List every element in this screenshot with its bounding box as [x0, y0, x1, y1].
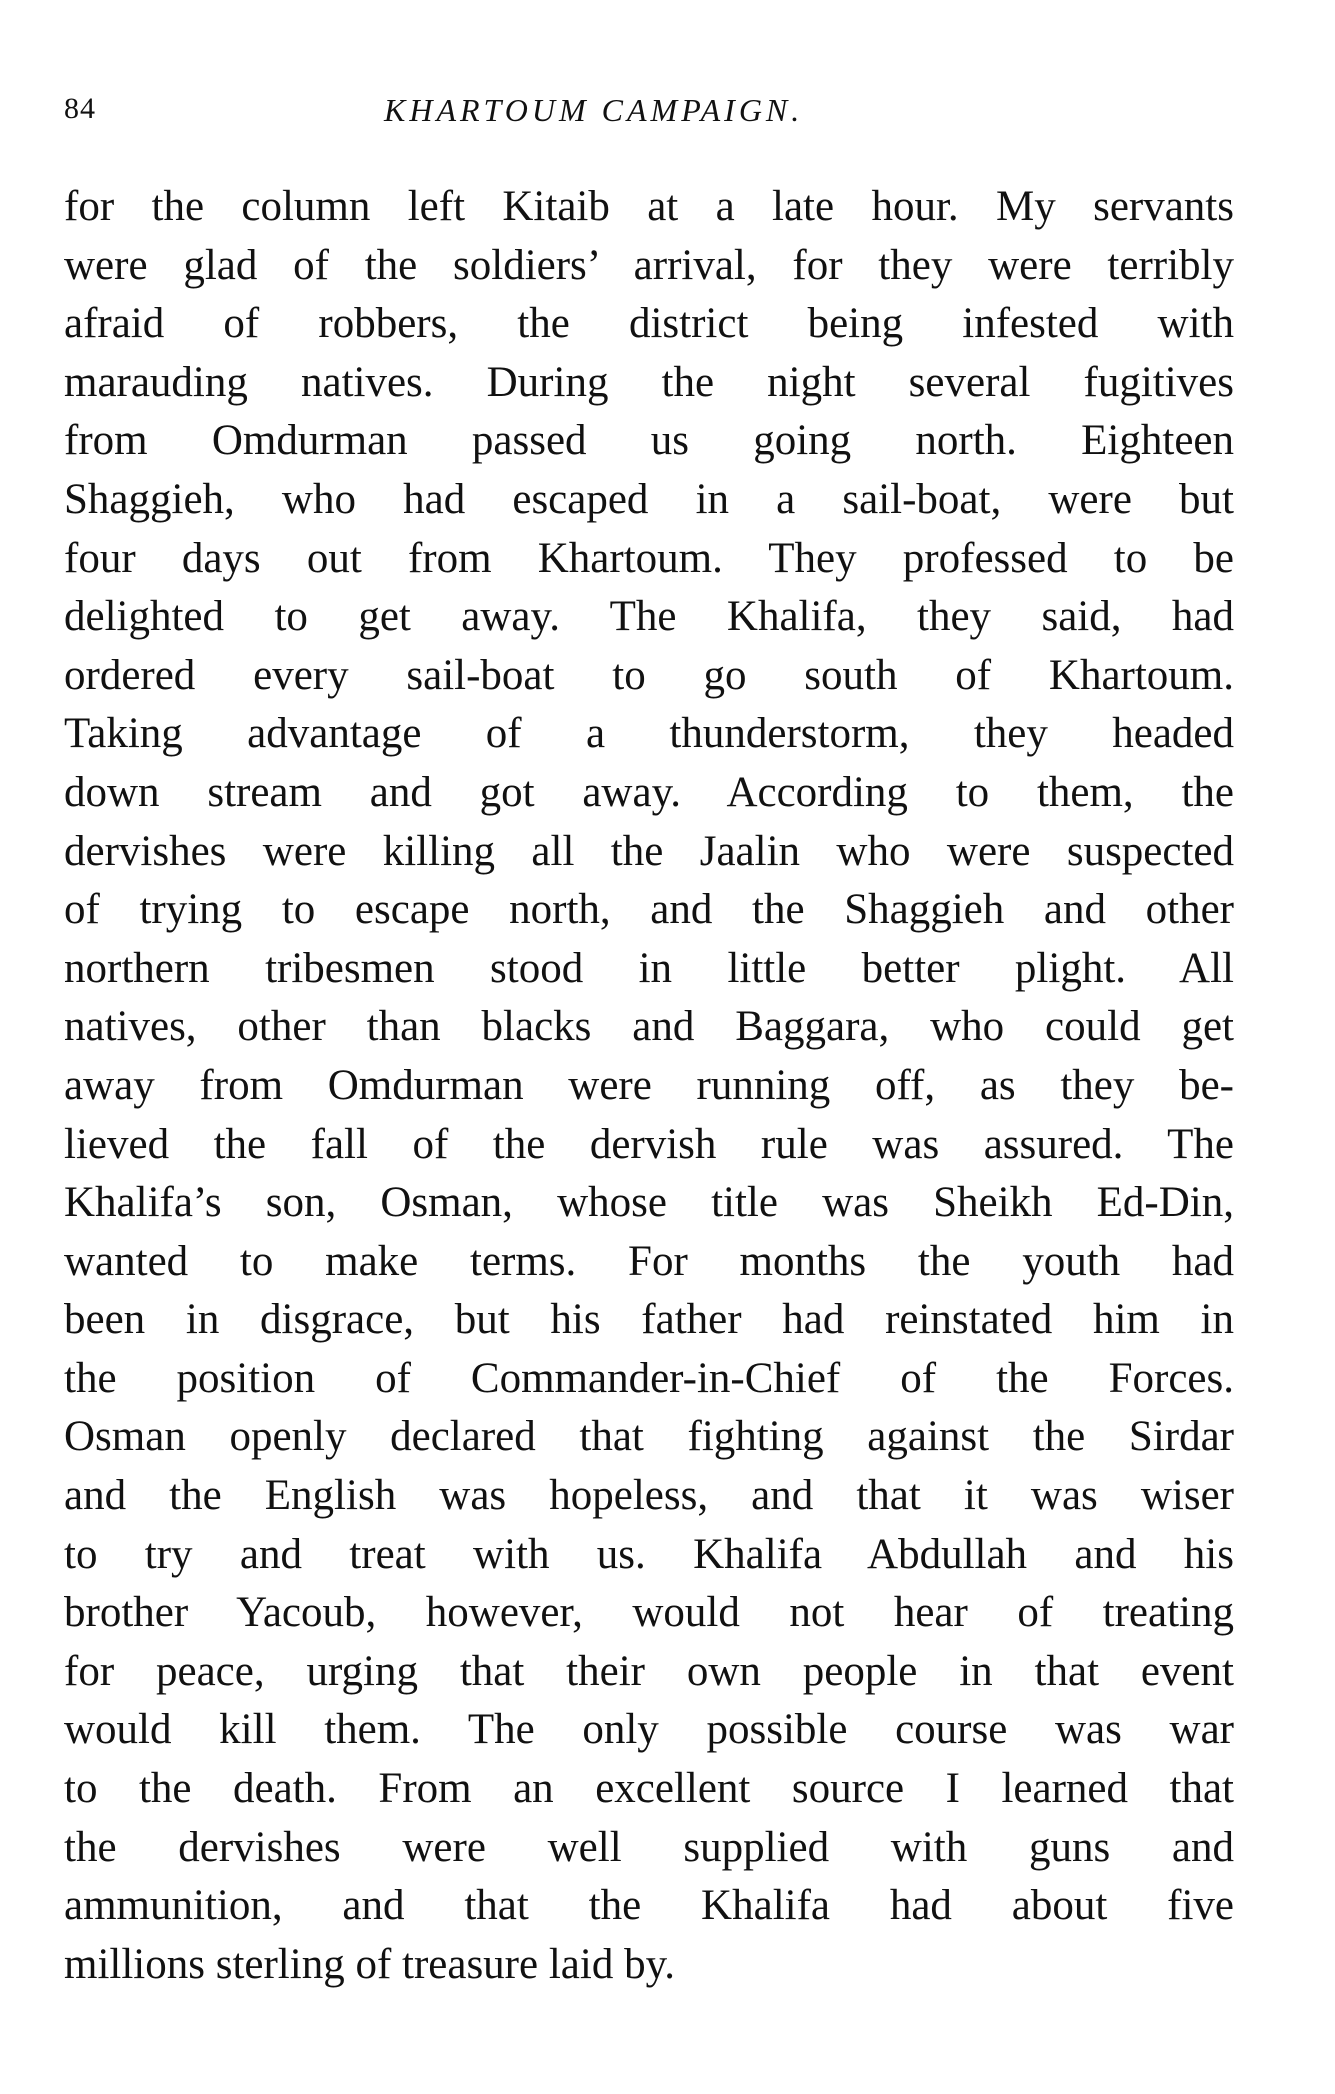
running-head: KHARTOUM CAMPAIGN. [384, 92, 804, 128]
text-line: wanted to make terms. For months the youth had [64, 1237, 1234, 1285]
text-line: would kill them. The only possible course was war [64, 1706, 1234, 1754]
text-line: ammunition, and that the Khalifa had about five [64, 1882, 1234, 1930]
text-line: dervishes were killing all the Jaalin who were suspected [64, 827, 1234, 875]
text-line: been in disgrace, but his father had reinstated him in [64, 1296, 1234, 1344]
text-line: delighted to get away. The Khalifa, they said, had [64, 593, 1234, 641]
text-line: Taking advantage of a thunderstorm, they headed [64, 710, 1234, 758]
text-line: and the English was hopeless, and that it was wiser [64, 1472, 1234, 1520]
text-line: marauding natives. During the night several fugitives [64, 358, 1234, 406]
text-line: for peace, urging that their own people in that event [64, 1647, 1234, 1695]
text-line: for the column left Kitaib at a late hour. My servants [64, 183, 1234, 230]
text-line: brother Yacoub, however, would not hear of treating [64, 1589, 1234, 1637]
text-line: four days out from Khartoum. They professed to be [64, 534, 1234, 582]
text-line: Osman openly declared that fighting against the Sirdar [64, 1413, 1234, 1461]
text-line: down stream and got away. According to them, the [64, 768, 1234, 816]
text-line: of trying to escape north, and the Shaggieh and other [64, 886, 1234, 934]
text-line: ordered every sail-boat to go south of Khartoum. [64, 651, 1234, 699]
body-paragraph [64, 178, 1234, 1994]
text-line: millions sterling of treasure laid by. [64, 1940, 676, 1988]
text-line: to the death. From an excellent source I learned that [64, 1765, 1234, 1813]
text-line: the dervishes were well supplied with guns and [64, 1823, 1234, 1871]
text-line: to try and treat with us. Khalifa Abdullah and his [64, 1530, 1234, 1578]
text-line: were glad of the soldiers’ arrival, for they were terribly [64, 241, 1234, 289]
text-line: Shaggieh, who had escaped in a sail-boat, were but [64, 475, 1234, 523]
text-line: natives, other than blacks and Baggara, who could get [64, 1003, 1234, 1051]
text-line: Khalifa’s son, Osman, whose title was Sheikh Ed-Din, [64, 1179, 1234, 1227]
text-line: afraid of robbers, the district being infested with [64, 300, 1234, 348]
text-line: the position of Commander-in-Chief of the Forces. [64, 1354, 1234, 1402]
text-line: from Omdurman passed us going north. Eighteen [64, 417, 1234, 465]
page-header [64, 92, 1234, 132]
page-number: 84 [64, 92, 96, 125]
text-line: away from Omdurman were running off, as they be- [64, 1061, 1234, 1109]
text-line: northern tribesmen stood in little better plight. All [64, 944, 1234, 992]
text-line: lieved the fall of the dervish rule was assured. The [64, 1120, 1234, 1168]
